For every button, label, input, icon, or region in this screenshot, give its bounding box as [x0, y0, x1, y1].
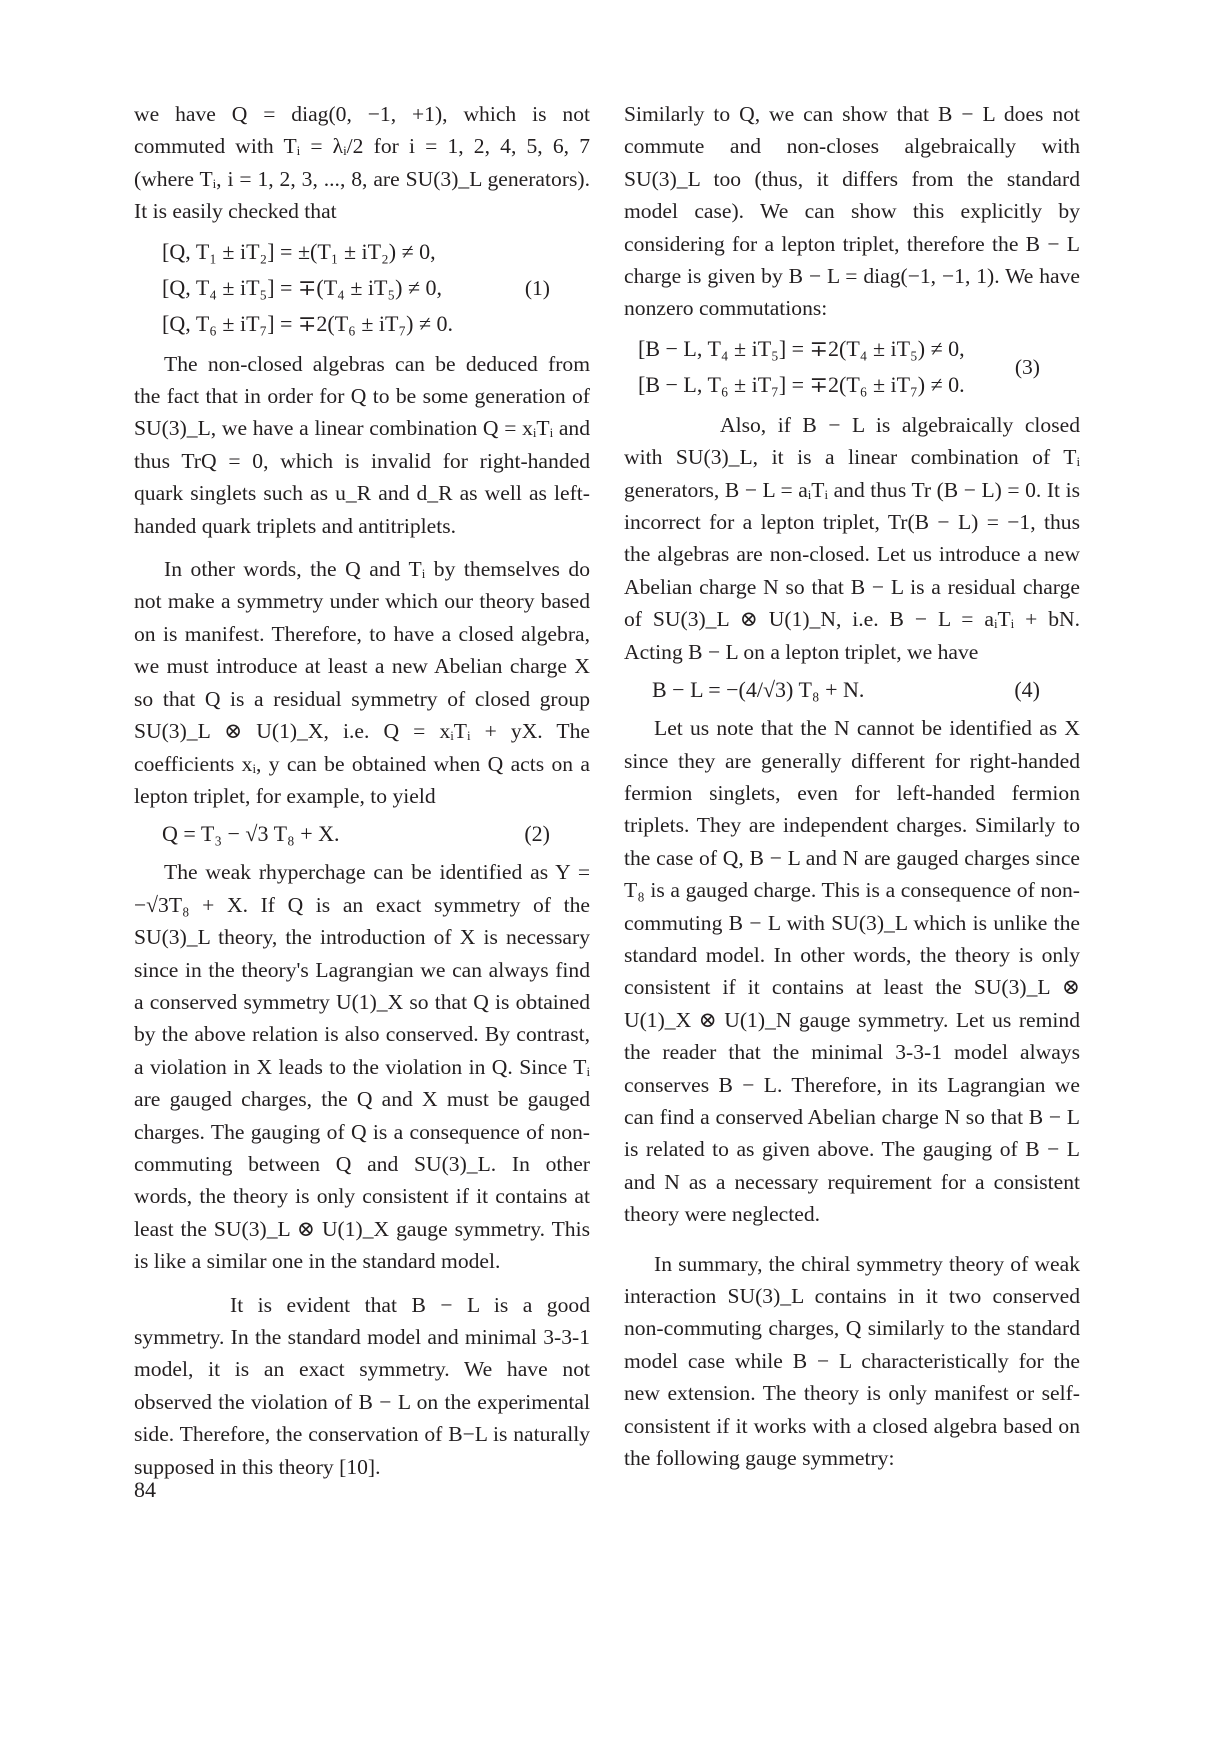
left-column	[134, 98, 590, 1483]
paragraph: In summary, the chiral symmetry theory of weak interaction SU(3)_L contains in it two conserved non-commuting charges, Q similarly to the standard model case while B − L characteristically for the new extension. The theory is only manifest or self-consistent if it works with a closed algebra based on the following gauge symmetry:	[624, 1251, 1080, 1471]
equation-line: [Q, T₆ ± iT₇] = ∓2(T₆ ± iT₇) ≠ 0.	[162, 310, 454, 336]
equation-line: [B − L, T₄ ± iT₅] = ∓2(T₄ ± iT₅) ≠ 0,	[638, 335, 965, 361]
right-column	[624, 98, 1080, 1474]
page-number: 84	[134, 1477, 156, 1502]
equation-number: (3)	[1014, 354, 1040, 379]
equation-number: (2)	[524, 821, 550, 847]
equation-text: B − L = −(4/√3) T₈ + N.	[652, 677, 865, 703]
equation-4	[624, 668, 1080, 712]
equation-text: Q = T₃ − √3 T₈ + X.	[162, 821, 340, 847]
paragraph: Also, if B − L is algebraically closed with SU(3)_L, it is a linear combination of Tᵢ generators, B − L = aᵢTᵢ and thus Tr (B − L) = 0. It is incorrect for a lepton triplet, Tr(B − L) = −1, thus the algebras are non-closed. Let us introduce a new Abelian charge N so that B − L is a residual charge of SU(3)_L ⊗ U(1)_N, i.e. B − L = aᵢTᵢ + bN. Acting B − L on a lepton triplet, we have	[624, 412, 1080, 664]
paragraph: It is evident that B − L is a good symmetry. In the standard model and minimal 3-3-1 model, it is an exact symmetry. We have not observed the violation of B − L on the experimental side. Therefore, the conservation of B−L is naturally supposed in this theory [10].	[134, 1292, 590, 1479]
equation-3	[624, 331, 1080, 403]
equation-line: [Q, T₁ ± iT₂] = ±(T₁ ± iT₂) ≠ 0,	[162, 238, 436, 264]
paragraph: In other words, the Q and Tᵢ by themselves do not make a symmetry under which our theory based on is manifest. Therefore, to have a closed algebra, we must introduce at least a new Abelian charge X so that Q is a residual symmetry of closed group SU(3)_L ⊗ U(1)_X, i.e. Q = xᵢTᵢ + yX. The coefficients xᵢ, y can be obtained when Q acts on a lepton triplet, for example, to yield	[134, 557, 590, 808]
equation-number: (1)	[524, 275, 550, 300]
paragraph: we have Q = diag(0, −1, +1), which is not commuted with Tᵢ = λᵢ/2 for i = 1, 2, 4, 5, 6, 7 (where Tᵢ, i = 1, 2, 3, ..., 8, are SU(3)_L generators). It is easily checked that	[134, 102, 590, 224]
equation-2	[134, 812, 590, 856]
equation-line: [B − L, T₆ ± iT₇] = ∓2(T₆ ± iT₇) ≠ 0.	[638, 371, 965, 397]
paragraph: The non-closed algebras can be deduced from the fact that in order for Q to be some generation of SU(3)_L, we have a linear combination Q = xᵢTᵢ and thus TrQ = 0, which is invalid for right-handed quark singlets such as u_R and d_R as well as left-handed quark triplets and antitriplets.	[134, 351, 590, 538]
equation-1	[134, 234, 590, 342]
equation-line: [Q, T₄ ± iT₅] = ∓(T₄ ± iT₅) ≠ 0,	[162, 274, 443, 300]
paragraph: The weak rhyperchage can be identified as Y = −√3T₈ + X. If Q is an exact symmetry of the SU(3)_L theory, the introduction of X is necessary since in the theory's Lagrangian we can always find a conserved symmetry U(1)_X so that Q is obtained by the above relation is also conserved. By contrast, a violation in X leads to the violation in Q. Since Tᵢ are gauged charges, the Q and X must be gauged charges. The gauging of Q is a consequence of non-commuting between Q and SU(3)_L. In other words, the theory is only consistent if it contains at least the SU(3)_L ⊗ U(1)_X gauge symmetry. This is like a similar one in the standard model.	[134, 860, 590, 1274]
paragraph: Let us note that the N cannot be identified as X since they are generally different for right-handed fermion singlets, even for left-handed fermion triplets. They are independent charges. Similarly to the case of Q, B − L and N are gauged charges since T₈ is a gauged charge. This is a consequence of non-commuting B − L with SU(3)_L which is unlike the standard model. In other words, the theory is only consistent if it contains at least the SU(3)_L ⊗ U(1)_X ⊗ U(1)_N gauge symmetry. Let us remind the reader that the minimal 3-3-1 model always conserves B − L. Therefore, in its Lagrangian we can find a conserved Abelian charge N so that B − L is related to as given above. The gauging of B − L and N as a necessary requirement for a consistent theory were neglected.	[624, 716, 1080, 1227]
equation-number: (4)	[1014, 677, 1040, 703]
paragraph: Similarly to Q, we can show that B − L does not commute and non-closes algebraically with SU(3)_L too (thus, it differs from the standard model case). We can show this explicitly by considering for a lepton triplet, therefore the B − L charge is given by B − L = diag(−1, −1, 1). We have nonzero commutations:	[624, 102, 1080, 321]
